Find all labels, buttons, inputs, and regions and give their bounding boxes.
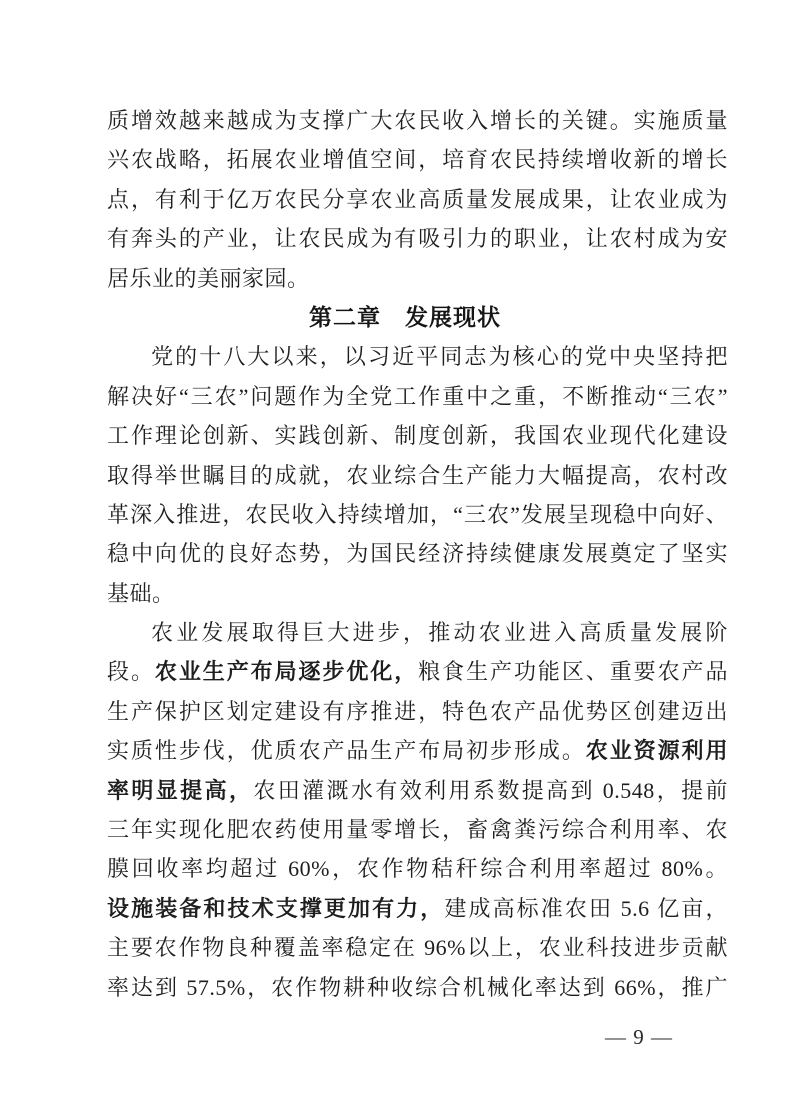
bold-text-segment: 率明显提高，: [107, 777, 254, 803]
text-line: [107, 771, 728, 810]
text-line: [107, 219, 728, 258]
text-segment: 三年实现化肥农药使用量零增长，畜禽粪污综合利用率、农: [107, 817, 728, 843]
text-line: [107, 337, 728, 376]
text-line: [107, 101, 728, 140]
text-segment: 取得举世瞩目的成就，农业综合生产能力大幅提高，农村改: [107, 462, 728, 488]
text-segment: 有奔头的产业，让农民成为有吸引力的职业，让农村成为安: [107, 226, 728, 252]
text-segment: 工作理论创新、实践创新、制度创新，我国农业现代化建设: [107, 423, 728, 449]
text-segment: 点，有利于亿万农民分享农业高质量发展成果，让农业成为: [107, 186, 728, 212]
text-segment: 实质性步伐，优质农产品生产布局初步形成。: [107, 738, 586, 764]
text-block: [107, 101, 728, 1007]
bold-text-segment: 农业资源利用: [585, 738, 728, 764]
bold-text-segment: 设施装备和技术支撑更加有力，: [107, 895, 445, 921]
page-number: — 9 —: [605, 1025, 673, 1049]
text-segment: 粮食生产功能区、重要农产品: [418, 659, 728, 685]
text-segment: 农业发展取得巨大进步，推动农业进入高质量发展阶: [151, 620, 728, 646]
text-segment: 膜回收率均超过 60%，农作物秸秆综合利用率超过 80%。: [107, 856, 728, 882]
text-line: [107, 574, 728, 613]
text-segment: 段。: [107, 659, 155, 685]
text-segment: 质增效越来越成为支撑广大农民收入增长的关键。实施质量: [107, 108, 728, 133]
text-segment: 革深入推进，农民收入持续增加，“三农”发展呈现稳中向好、: [107, 501, 728, 527]
text-segment: 居乐业的美丽家园。: [107, 265, 310, 291]
text-segment: 解决好“三农”问题作为全党工作重中之重，不断推动“三农”: [107, 383, 728, 409]
text-line: [107, 377, 728, 416]
text-line: [107, 810, 728, 849]
text-segment: 农田灌溉水有效利用系数提高到 0.548，提前: [253, 777, 728, 803]
text-segment: 基础。: [107, 580, 175, 606]
text-line: [107, 534, 728, 573]
text-line: [107, 849, 728, 888]
text-line: [107, 140, 728, 179]
text-line: [107, 495, 728, 534]
text-line: [107, 613, 728, 652]
text-segment: 建成高标准农田 5.6 亿亩，: [444, 895, 728, 921]
text-line: [107, 968, 728, 1007]
text-segment: 生产保护区划定建设有序推进，特色农产品优势区创建迈出: [107, 698, 728, 724]
text-line: [107, 731, 728, 770]
text-line: [107, 692, 728, 731]
text-line: [107, 889, 728, 928]
text-segment: 兴农战略，拓展农业增值空间，培育农民持续增收新的增长: [107, 147, 728, 173]
text-line: [107, 416, 728, 455]
text-line: [107, 456, 728, 495]
text-line: [107, 652, 728, 691]
text-line: [107, 180, 728, 219]
text-line: [107, 928, 728, 967]
bold-text-segment: 农业生产布局逐步优化，: [154, 659, 419, 685]
text-segment: 主要农作物良种覆盖率稳定在 96%以上，农业科技进步贡献: [107, 935, 728, 961]
text-segment: 党的十八大以来，以习近平同志为核心的党中央坚持把: [151, 344, 728, 370]
text-segment: 稳中向优的良好态势，为国民经济持续健康发展奠定了坚实: [107, 541, 728, 567]
chapter-heading: [82, 298, 728, 337]
text-segment: 率达到 57.5%，农作物耕种收综合机械化率达到 66%，推广: [107, 974, 728, 1000]
text-line: [107, 259, 728, 298]
bold-text-segment: 第二章 发展现状: [309, 303, 501, 330]
